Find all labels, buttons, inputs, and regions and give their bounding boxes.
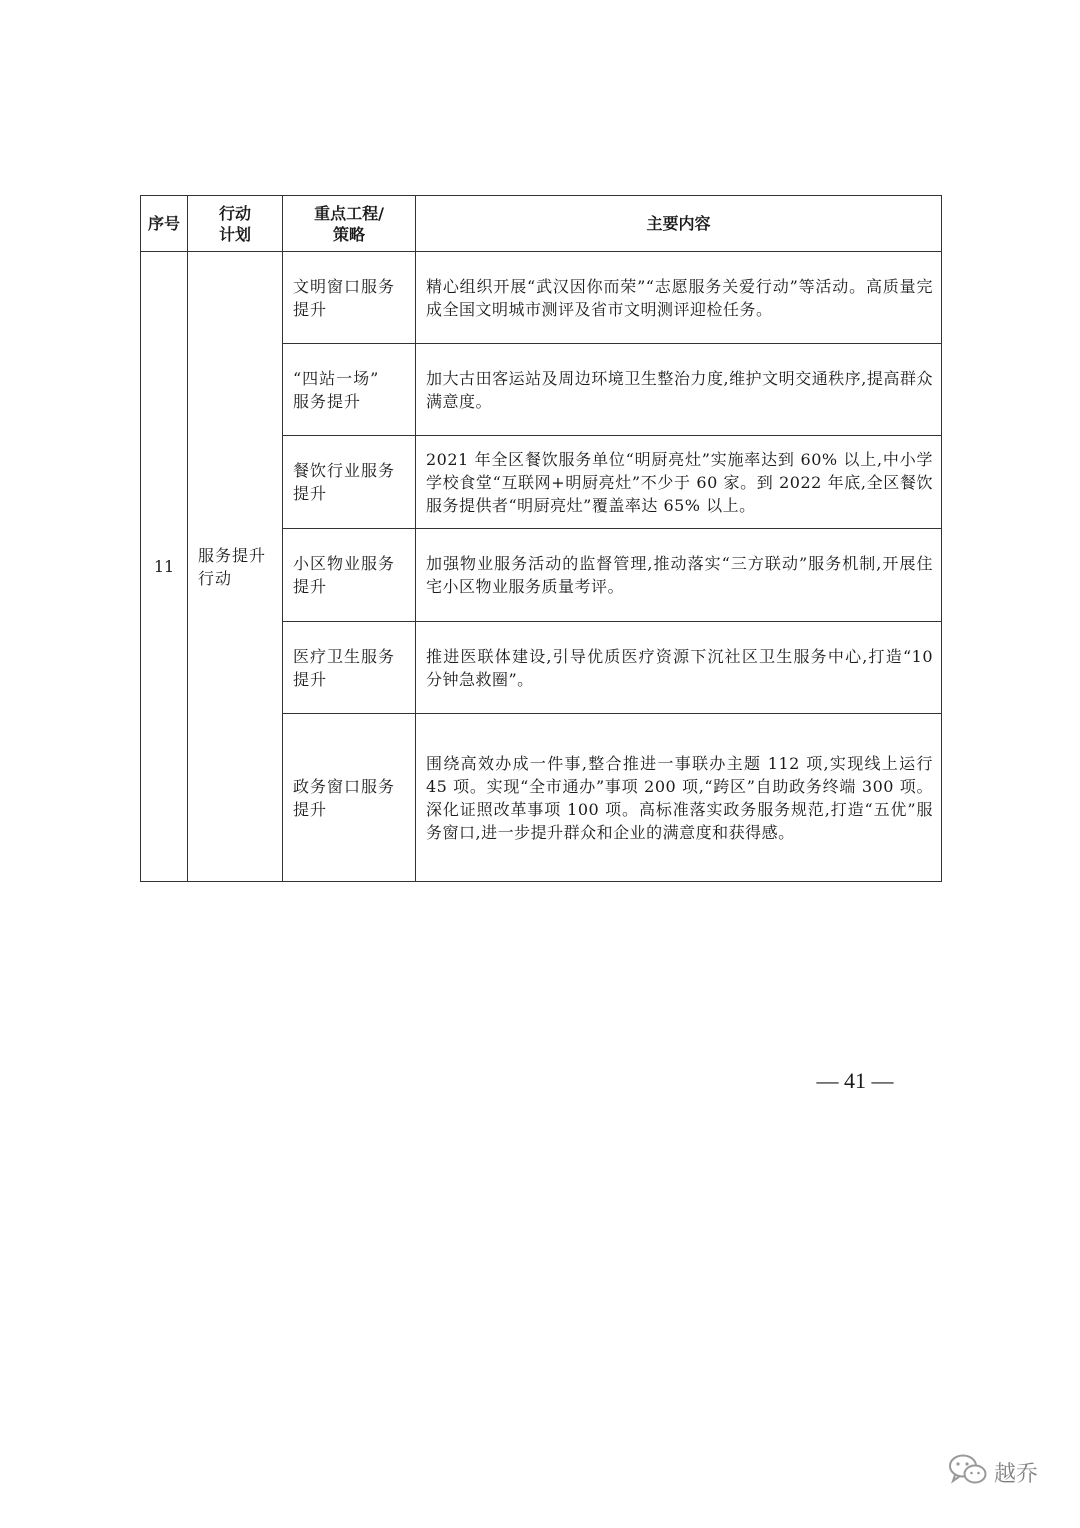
content-cell: 精心组织开展“武汉因你而荣”“志愿服务关爱行动”等活动。高质量完成全国文明城市测评及省市文明测评迎检任务。 — [416, 252, 942, 344]
wechat-icon — [948, 1453, 988, 1491]
project-cell: 小区物业服务 提升 — [283, 529, 416, 622]
table-header-row — [141, 196, 942, 252]
content-cell: 推进医联体建设,引导优质医疗资源下沉社区卫生服务中心,打造“10 分钟急救圈”。 — [416, 622, 942, 714]
content-cell: 加大古田客运站及周边环境卫生整治力度,维护文明交通秩序,提高群众满意度。 — [416, 344, 942, 436]
table-row — [141, 252, 942, 344]
watermark — [948, 1454, 1038, 1490]
header-action-plan: 行动 计划 — [188, 196, 283, 252]
seq-cell: 11 — [141, 252, 188, 882]
project-cell: 文明窗口服务 提升 — [283, 252, 416, 344]
watermark-text: 越乔 — [994, 1461, 1039, 1487]
action-plan-table — [140, 195, 942, 882]
project-cell: “四站一场” 服务提升 — [283, 344, 416, 436]
project-cell: 餐饮行业服务 提升 — [283, 436, 416, 529]
project-cell: 医疗卫生服务 提升 — [283, 622, 416, 714]
content-cell: 2021 年全区餐饮服务单位“明厨亮灶”实施率达到 60% 以上,中小学学校食堂“互联网+明厨亮灶”不少于 60 家。到 2022 年底,全区餐饮服务提供者“明厨亮灶”覆盖率达 65% 以上。 — [416, 436, 942, 529]
content-cell: 围绕高效办成一件事,整合推进一事联办主题 112 项,实现线上运行 45 项。实现“全市通办”事项 200 项,“跨区”自助政务终端 300 项。深化证照改革事项 100 项。高标准落实政务服务规范,打造“五优”服务窗口,进一步提升群众和企业的满意度和获得感。 — [416, 714, 942, 882]
action-plan-cell: 服务提升 行动 — [188, 252, 283, 882]
header-project-strategy: 重点工程/ 策略 — [283, 196, 416, 252]
content-cell: 加强物业服务活动的监督管理,推动落实“三方联动”服务机制,开展住宅小区物业服务质量考评。 — [416, 529, 942, 622]
project-cell: 政务窗口服务 提升 — [283, 714, 416, 882]
page-number: — 41 — — [816, 1068, 894, 1093]
header-main-content: 主要内容 — [416, 196, 942, 252]
header-seq: 序号 — [141, 196, 188, 252]
